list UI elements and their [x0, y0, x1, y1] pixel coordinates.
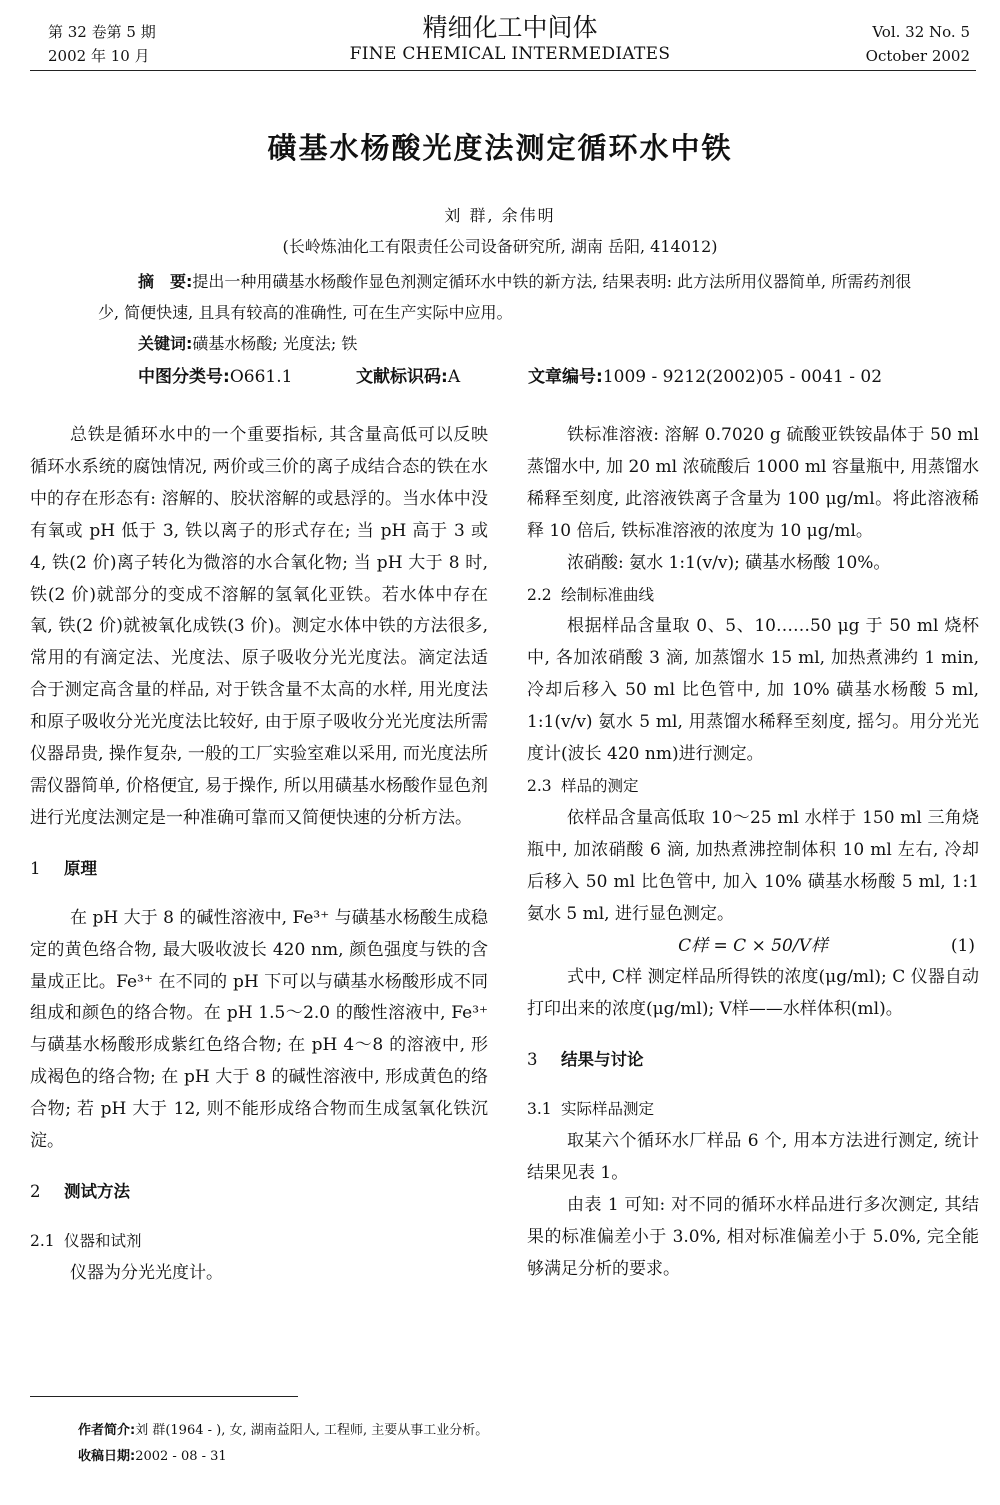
subsection-number: 2.1 [30, 1231, 55, 1250]
subsection-title: 仪器和试剂 [64, 1231, 142, 1250]
footnotes [78, 1418, 488, 1470]
article-no-label: 文章编号: [528, 367, 603, 387]
equation-explanation: 式中, C样 测定样品所得铁的浓度(μg/ml); C 仪器自动打印出来的浓度(μg/ml); V样——水样体积(ml)。 [527, 967, 979, 1020]
header-left [48, 20, 156, 68]
author-bio [78, 1418, 488, 1444]
section-2-2-heading [527, 580, 979, 612]
footnote-divider [30, 1396, 298, 1397]
equation-text: C样 = C × 50/V样 [678, 935, 828, 956]
section-title: 测试方法 [64, 1181, 130, 1201]
article-title: 磺基水杨酸光度法测定循环水中铁 [267, 131, 733, 165]
volume-issue-cn: 第 32 卷第 5 期 [48, 23, 156, 41]
section-title: 结果与讨论 [561, 1050, 644, 1070]
clc-field [138, 362, 292, 387]
subsection-number: 2.3 [527, 776, 552, 795]
header-right [866, 20, 970, 68]
intro-paragraph: 总铁是循环水中的一个重要指标, 其含量高低可以反映循环水系统的腐蚀情况, 两价或三价的离子成结合态的铁在水中的存在形态有: 溶解的、胶状溶解的或悬浮的。当水体中没有氧或 pH 低于 3, 铁以离子的形式存在; 当 pH 高于 3 或 4, 铁(2 价)离子转化为微溶的水合氧化物; 当 pH 大于 8 时, 铁(2 价)就部分的变成不溶解的氢氧化亚铁。若水体中存在氧, 铁(2 价)就被氧化成铁(3 价)。测定水体中铁的方法很多, 常用的有滴定法、光度法、原子吸收分光光度法。滴定法适合于测定高含量的样品, 对于铁含量不太高的水样, 用光度法和原子吸收分光光度法比较好, 由于原子吸收分光光度法所需仪器昂贵, 操作复杂, 一般的工厂实验室难以采用, 而光度法所需仪器简单, 价格便宜, 易于操作, 所以用磺基水杨酸作显色剂进行光度法测定是一种准确可靠而又简便快速的分析方法。 [30, 425, 488, 828]
section-3-1-paragraph-2: 由表 1 可知: 对不同的循环水样品进行多次测定, 其结果的标准偏差小于 3.0%, 相对标准偏差小于 5.0%, 完全能够满足分析的要求。 [527, 1194, 979, 1279]
subsection-title: 实际样品测定 [561, 1100, 655, 1119]
volume-issue-en: Vol. 32 No. 5 [872, 23, 970, 41]
article-affiliation: (长岭炼油化工有限责任公司设备研究所, 湖南 岳阳, 414012) [282, 237, 718, 256]
section-title: 原理 [64, 858, 97, 878]
subsection-title: 绘制标准曲线 [561, 585, 655, 604]
journal-name-en: FINE CHEMICAL INTERMEDIATES [349, 44, 671, 64]
section-number: 1 [30, 858, 41, 878]
date-cn: 2002 年 10 月 [48, 47, 150, 65]
section-3-1-paragraph: 取某六个循环水厂样品 6 个, 用本方法进行测定, 统计结果见表 1。 [527, 1131, 979, 1183]
header-divider [30, 70, 976, 71]
section-1-heading [30, 853, 488, 885]
article-authors: 刘 群, 余伟明 [444, 206, 556, 225]
article-no-value: 1009 - 9212(2002)05 - 0041 - 02 [602, 367, 883, 387]
received-date-text: 2002 - 08 - 31 [135, 1449, 227, 1464]
keywords-label: 关键词: [138, 334, 193, 353]
section-1-paragraph: 在 pH 大于 8 的碱性溶液中, Fe³⁺ 与磺基水杨酸生成稳定的黄色络合物, 最大吸收波长 420 nm, 颜色强度与铁的含量成正比。Fe³⁺ 在不同的 pH 下可以与磺基水杨酸形成不同组成和颜色的络合物。在 pH 1.5～2.0 的酸性溶液中, Fe³⁺ 与磺基水杨酸形成紫红色络合物; 在 pH 4～8 的溶液中, 形成褐色的络合物; 在 pH 大于 8 的碱性溶液中, 形成黄色的络合物; 若 pH 大于 12, 则不能形成络合物而生成氢氧化铁沉淀。 [30, 907, 488, 1152]
clc-value: O661.1 [229, 367, 293, 387]
author-bio-label: 作者简介: [78, 1423, 136, 1438]
equation-number: (1) [950, 935, 975, 956]
subsection-number: 3.1 [527, 1100, 552, 1119]
section-2-3-paragraph: 依样品含量高低取 10～25 ml 水样于 150 ml 三角烧瓶中, 加浓硝酸 6 滴, 加热煮沸控制体积 10 ml 左右, 冷却后移入 50 ml 比色管中, 加入 10% 磺基水杨酸 5 ml, 1:1 氨水 5 ml, 进行显色测定。 [527, 807, 979, 924]
section-number: 3 [527, 1050, 538, 1070]
abstract-label: 摘 要: [138, 272, 193, 291]
section-number: 2 [30, 1181, 41, 1201]
abstract-block [98, 266, 926, 359]
abstract-text: 提出一种用磺基水杨酸作显色剂测定循环水中铁的新方法, 结果表明: 此方法所用仪器简单, 所需药剂很少, 简便快速, 且具有较高的准确性, 可在生产实际中应用。 [98, 272, 912, 322]
keywords-paragraph [98, 328, 926, 359]
clc-label: 中图分类号: [138, 367, 230, 387]
section-2-1-heading [30, 1226, 488, 1258]
date-en: October 2002 [865, 47, 970, 65]
doc-code-field [356, 362, 460, 387]
author-bio-text: 刘 群(1964 - ), 女, 湖南益阳人, 工程师, 主要从事工业分析。 [135, 1423, 489, 1438]
doc-code-value: A [447, 367, 461, 387]
keywords-text: 磺基水杨酸; 光度法; 铁 [192, 334, 358, 353]
abstract-paragraph [98, 266, 926, 328]
section-3-heading [527, 1044, 979, 1076]
received-date-label: 收稿日期: [78, 1449, 136, 1464]
received-date [78, 1444, 488, 1470]
equation-1 [527, 931, 979, 963]
header-center [300, 12, 720, 64]
section-2-1-paragraph: 仪器为分光光度计。 [70, 1262, 223, 1283]
iron-standard-paragraph: 铁标准溶液: 溶解 0.7020 g 硫酸亚铁铵晶体于 50 ml 蒸馏水中, 加 20 ml 浓硫酸后 1000 ml 容量瓶中, 用蒸馏水稀释至刻度, 此溶液铁离子含量为 100 μg/ml。将此溶液稀释 10 倍后, 铁标准溶液的浓度为 10 μg/ml。 [527, 425, 979, 541]
right-column [527, 420, 979, 1286]
section-2-3-heading [527, 771, 979, 803]
reagents-paragraph: 浓硝酸: 氨水 1:1(v/v); 磺基水杨酸 10%。 [567, 552, 891, 573]
section-3-1-heading [527, 1094, 979, 1126]
section-2-heading [30, 1176, 488, 1208]
subsection-number: 2.2 [527, 585, 552, 604]
article-no-field [528, 362, 882, 387]
journal-name-cn: 精细化工中间体 [422, 13, 598, 42]
doc-code-label: 文献标识码: [356, 367, 448, 387]
subsection-title: 样品的测定 [561, 776, 639, 795]
left-column [30, 420, 488, 1290]
section-2-2-paragraph: 根据样品含量取 0、5、10……50 μg 于 50 ml 烧杯中, 各加浓硝酸 3 滴, 加蒸馏水 15 ml, 加热煮沸约 1 min, 冷却后移入 50 ml 比色管中, 加 10% 磺基水杨酸 5 ml, 1:1(v/v) 氨水 5 ml, 用蒸馏水稀释至刻度, 摇匀。用分光光度计(波长 420 nm)进行测定。 [527, 616, 979, 765]
